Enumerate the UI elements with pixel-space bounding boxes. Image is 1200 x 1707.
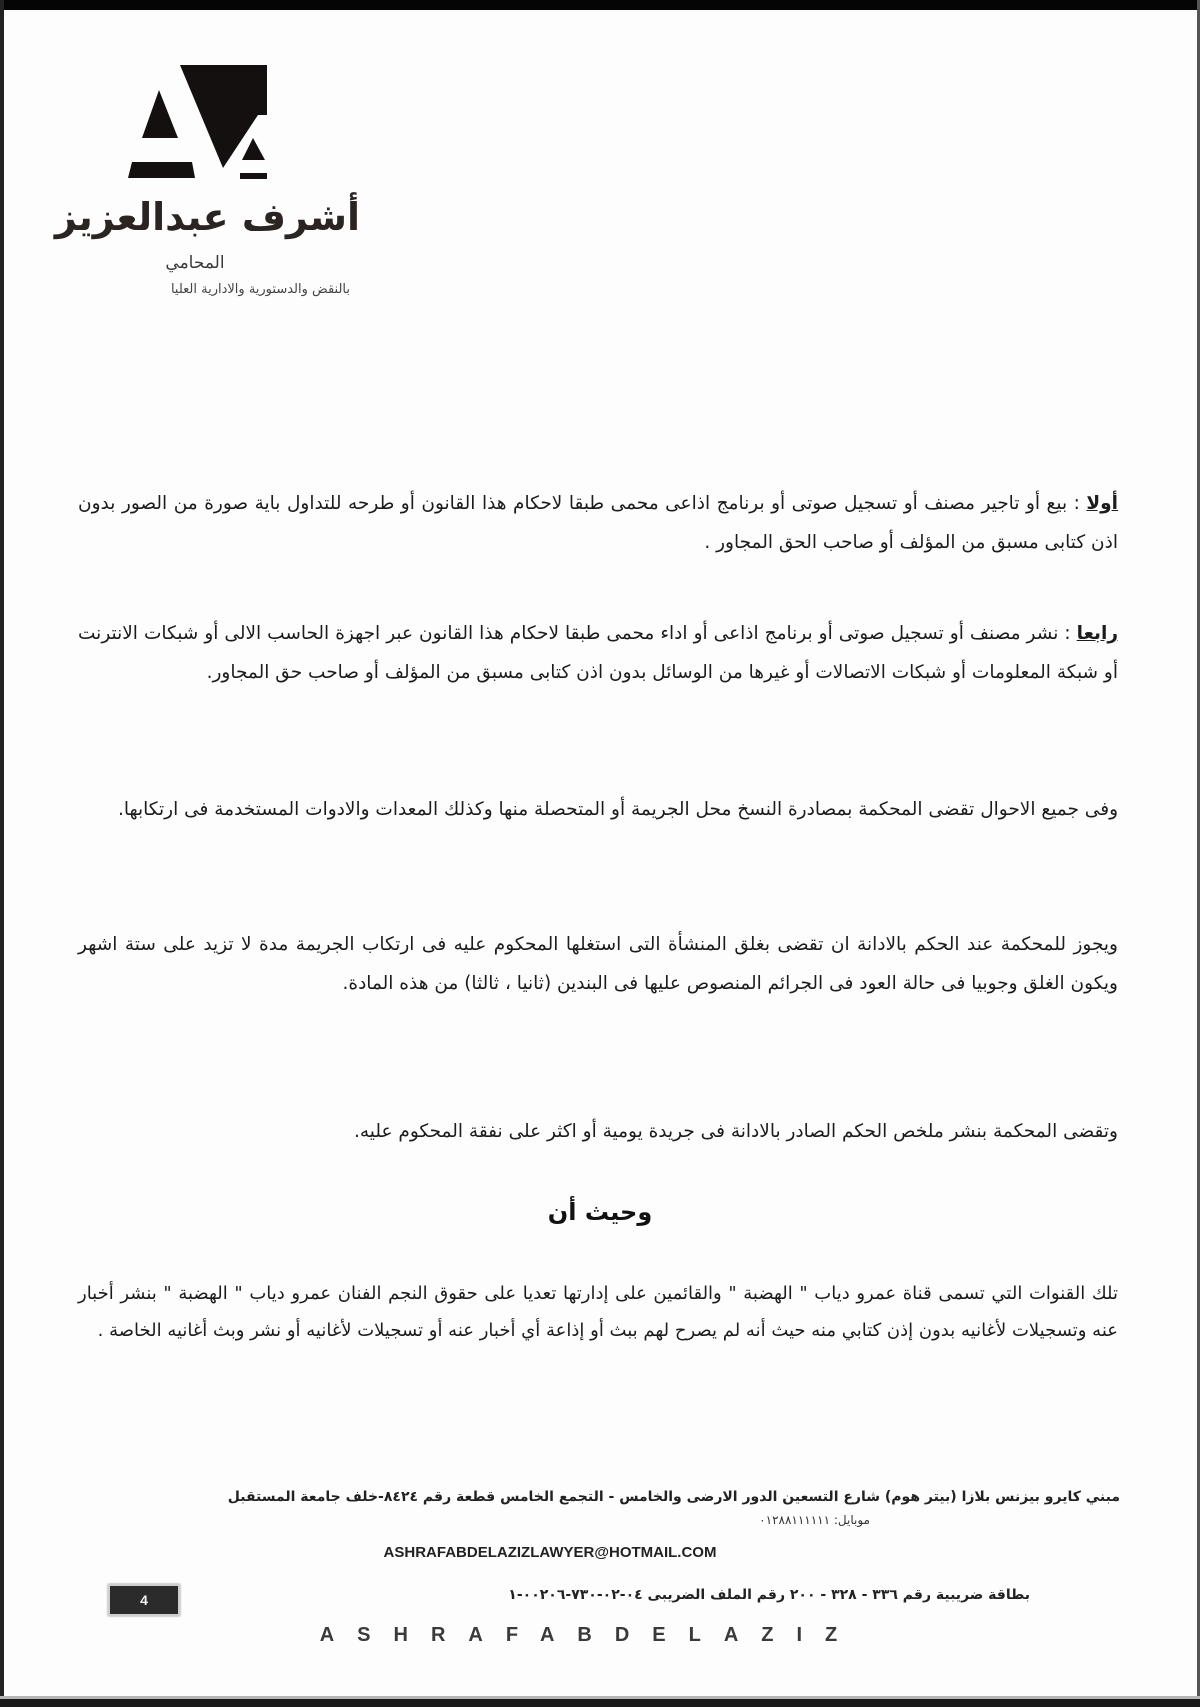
footer-mobile: موبايل: ٠١٢٨٨١١١١١١ xyxy=(759,1513,870,1527)
paragraph-confiscation: وفى جميع الاحوال تقضى المحكمة بمصادرة النسخ محل الجريمة أو المتحصلة منها وكذلك المعدات والادوات المستخدمة فى ارتكابها. xyxy=(117,799,1118,820)
paragraph-fourth-label: رابعا xyxy=(1076,623,1118,644)
page-number: 4 xyxy=(108,1584,180,1616)
footer-brand: ASHRAFABDELAZIZ xyxy=(319,1624,861,1646)
logo-left-bar xyxy=(128,162,195,178)
lawyer-subtitle: بالنقض والدستورية والادارية العليا xyxy=(170,282,350,297)
paragraph-publication: وتقضى المحكمة بنشر ملخص الحكم الصادر بالادانة فى جريدة يومية أو اكثر على نفقة المحكوم عليه. xyxy=(353,1121,1118,1142)
frame-bottom-border xyxy=(0,1699,1200,1707)
logo-small-bar xyxy=(240,173,267,179)
footer-address: مبني كايرو بيزنس بلازا (بيتر هوم) شارع التسعين الدور الارضى والخامس - التجمع الخامس قطعة رقم ٨٤٢٤-خلف جامعة المستقبل xyxy=(227,1489,1120,1505)
footer-email: ASHRAFABDELAZIZLAWYER@HOTMAIL.COM xyxy=(383,1544,717,1561)
paragraph-channels: تلك القنوات التي تسمى قناة عمرو دياب " الهضبة " والقائمين على إدارتها تعديا على حقوق النجم الفنان عمرو دياب " الهضبة " بنشر أخبار عنه وتسجيلات لأغانيه بدون إذن كتابي منه حيث أنه لم يصرح لهم ببث أو إذاعة أي أخبار عنه أو تسجيلات لأغانيه أو نشر وبث أغانيه الخاصة . xyxy=(78,1283,1118,1341)
logo-small-triangle xyxy=(242,138,265,160)
paragraph-closure: ويجوز للمحكمة عند الحكم بالادانة ان تقضى بغلق المنشأة التى استغلها المحكوم عليه فى ارتكاب الجريمة مدة لا تزيد على ستة اشهر ويكون الغلق وجوبيا فى حالة العود فى الجرائم المنصوص عليها فى البندين (ثانيا ، ثالثا) من هذه المادة. xyxy=(78,934,1118,994)
lawyer-name: أشرف عبدالعزيز xyxy=(54,195,360,239)
aa-monogram-logo-icon xyxy=(0,0,400,200)
lawyer-title: المحامي xyxy=(165,253,225,273)
paragraph-first-text: : بيع أو تاجير مصنف أو تسجيل صوتى أو برنامج اذاعى محمى طبقا لاحكام هذا القانون أو طرحه للتداول باية صورة من الصور بدون اذن كتابى مسبق من المؤلف أو صاحب الحق المجاور . xyxy=(78,493,1118,553)
paragraph-first xyxy=(78,484,1118,562)
paragraph-fourth xyxy=(78,614,1118,692)
footer-tax-info: بطاقة ضريبية رقم ٣٣٦ - ٣٢٨ - ٢٠٠ رقم الملف الضريبى ٠٤-٠٢-٧٣٠-٠٠٢٠٦-١ xyxy=(508,1587,1030,1603)
paragraph-first-label: أولا xyxy=(1086,493,1118,514)
section-heading: وحيث أن xyxy=(547,1198,653,1226)
letterhead xyxy=(0,0,400,330)
paragraph-fourth-text: : نشر مصنف أو تسجيل صوتى أو برنامج اذاعى أو اداء محمى طبقا لاحكام هذا القانون عبر اجهزة الحاسب الالى أو شبكات الانترنت أو شبكة المعلومات أو شبكات الاتصالات أو غيرها من الوسائل بدون اذن كتابى مسبق من المؤلف أو صاحب حق المجاور. xyxy=(78,623,1118,683)
logo-left-triangle xyxy=(142,90,178,138)
